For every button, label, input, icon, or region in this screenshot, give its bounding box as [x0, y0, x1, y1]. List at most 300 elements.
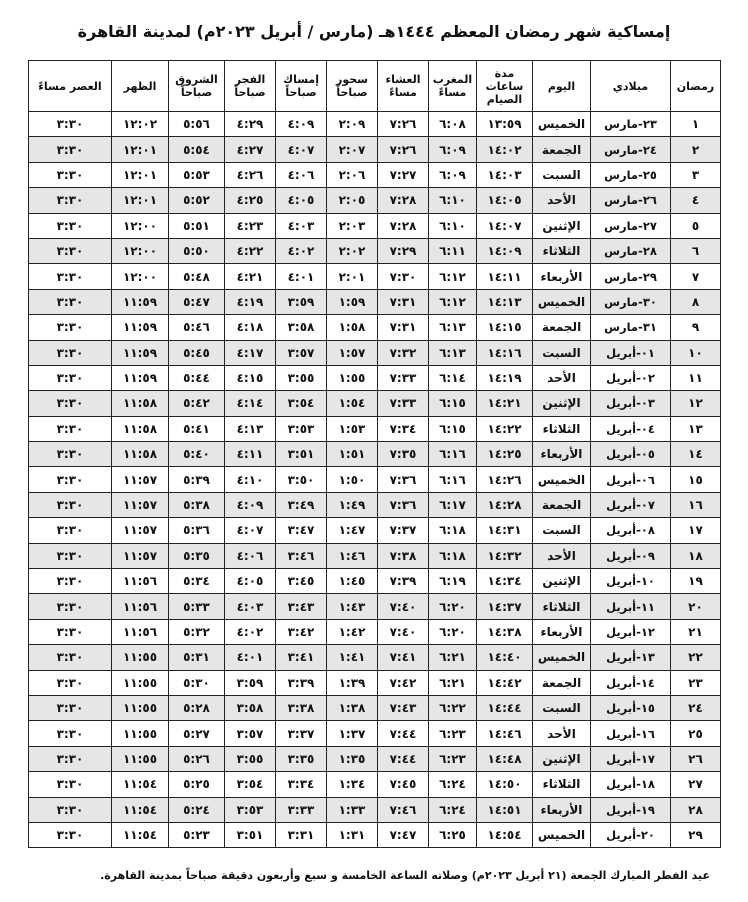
fajr-time-cell: ٤:٠٦ — [225, 543, 276, 568]
isha-time-cell: ٧:٤٣ — [378, 695, 429, 720]
ramadan-day-cell: ٢٣ — [671, 670, 721, 695]
fasting-hours-cell: ١٤:٠٩ — [477, 238, 533, 263]
dhuhr-time-cell: ١١:٥٦ — [112, 569, 169, 594]
dhuhr-time-cell: ١١:٥٤ — [112, 797, 169, 822]
gregorian-date-cell: ١٣-أبريل — [591, 645, 671, 670]
suhoor-time-cell: ١:٣٧ — [327, 721, 378, 746]
imsakiya-table — [28, 60, 721, 848]
suhoor-time-cell: ١:٣٣ — [327, 797, 378, 822]
imsak-time-cell: ٣:٥٨ — [276, 315, 327, 340]
dhuhr-time-cell: ١١:٥٤ — [112, 772, 169, 797]
gregorian-date-cell: ٢٤-مارس — [591, 137, 671, 162]
table-row — [29, 416, 721, 441]
isha-time-cell: ٧:٣٩ — [378, 569, 429, 594]
shurooq-time-cell: ٥:٣٩ — [169, 467, 225, 492]
suhoor-time-cell: ٢:٠٢ — [327, 238, 378, 263]
ramadan-day-cell: ١١ — [671, 365, 721, 390]
dhuhr-time-cell: ١١:٥٥ — [112, 645, 169, 670]
table-row — [29, 340, 721, 365]
imsak-time-cell: ٣:٣١ — [276, 822, 327, 847]
asr-time-cell: ٣:٣٠ — [29, 670, 112, 695]
shurooq-time-cell: ٥:٥٦ — [169, 112, 225, 137]
maghrib-time-cell: ٦:١٩ — [429, 569, 477, 594]
weekday-cell: الإثنين — [533, 746, 591, 771]
table-row — [29, 518, 721, 543]
fasting-hours-cell: ١٤:٢٨ — [477, 492, 533, 517]
ramadan-day-cell: ١٤ — [671, 442, 721, 467]
maghrib-time-cell: ٦:١٣ — [429, 340, 477, 365]
shurooq-time-cell: ٥:٣٠ — [169, 670, 225, 695]
fasting-hours-cell: ١٤:٥١ — [477, 797, 533, 822]
weekday-cell: الخميس — [533, 467, 591, 492]
maghrib-time-cell: ٦:١٦ — [429, 442, 477, 467]
fasting-hours-cell: ١٤:١١ — [477, 264, 533, 289]
shurooq-time-cell: ٥:٤٨ — [169, 264, 225, 289]
weekday-cell: الخميس — [533, 289, 591, 314]
gregorian-date-cell: ١٤-أبريل — [591, 670, 671, 695]
maghrib-time-cell: ٦:١٦ — [429, 467, 477, 492]
table-row — [29, 213, 721, 238]
table-row — [29, 238, 721, 263]
ramadan-day-cell: ٢٠ — [671, 594, 721, 619]
asr-time-cell: ٣:٣٠ — [29, 746, 112, 771]
imsak-time-cell: ٣:٣٤ — [276, 772, 327, 797]
gregorian-date-cell: ١٨-أبريل — [591, 772, 671, 797]
ramadan-day-cell: ١٥ — [671, 467, 721, 492]
ramadan-day-cell: ١٢ — [671, 391, 721, 416]
gregorian-date-cell: ١٧-أبريل — [591, 746, 671, 771]
maghrib-time-cell: ٦:١٢ — [429, 264, 477, 289]
imsak-time-cell: ٣:٣٣ — [276, 797, 327, 822]
fasting-hours-cell: ١٤:٤٦ — [477, 721, 533, 746]
asr-time-cell: ٣:٣٠ — [29, 238, 112, 263]
imsak-time-cell: ٣:٥٧ — [276, 340, 327, 365]
fajr-time-cell: ٤:١٠ — [225, 467, 276, 492]
weekday-cell: الأربعاء — [533, 264, 591, 289]
asr-time-cell: ٣:٣٠ — [29, 137, 112, 162]
col-header-isha: العشاء مساءً — [378, 61, 429, 112]
gregorian-date-cell: ١٩-أبريل — [591, 797, 671, 822]
dhuhr-time-cell: ١١:٥٨ — [112, 416, 169, 441]
dhuhr-time-cell: ١١:٥٥ — [112, 721, 169, 746]
dhuhr-time-cell: ١١:٥٥ — [112, 695, 169, 720]
suhoor-time-cell: ١:٣٤ — [327, 772, 378, 797]
gregorian-date-cell: ٢٣-مارس — [591, 112, 671, 137]
suhoor-time-cell: ٢:٠٣ — [327, 213, 378, 238]
fasting-hours-cell: ١٤:٣٢ — [477, 543, 533, 568]
fasting-hours-cell: ١٤:٣٨ — [477, 619, 533, 644]
shurooq-time-cell: ٥:٤٤ — [169, 365, 225, 390]
table-row — [29, 746, 721, 771]
isha-time-cell: ٧:٤٥ — [378, 772, 429, 797]
ramadan-day-cell: ١٣ — [671, 416, 721, 441]
suhoor-time-cell: ١:٤٢ — [327, 619, 378, 644]
suhoor-time-cell: ٢:٠٩ — [327, 112, 378, 137]
fajr-time-cell: ٤:٢٥ — [225, 188, 276, 213]
weekday-cell: الجمعة — [533, 492, 591, 517]
maghrib-time-cell: ٦:١٢ — [429, 289, 477, 314]
fasting-hours-cell: ١٣:٥٩ — [477, 112, 533, 137]
ramadan-day-cell: ٢٧ — [671, 772, 721, 797]
fasting-hours-cell: ١٤:١٦ — [477, 340, 533, 365]
fajr-time-cell: ٤:١٣ — [225, 416, 276, 441]
gregorian-date-cell: ١١-أبريل — [591, 594, 671, 619]
weekday-cell: الجمعة — [533, 670, 591, 695]
imsak-time-cell: ٣:٣٥ — [276, 746, 327, 771]
maghrib-time-cell: ٦:٠٩ — [429, 162, 477, 187]
table-row — [29, 467, 721, 492]
asr-time-cell: ٣:٣٠ — [29, 543, 112, 568]
shurooq-time-cell: ٥:٤٠ — [169, 442, 225, 467]
weekday-cell: الإثنين — [533, 569, 591, 594]
asr-time-cell: ٣:٣٠ — [29, 594, 112, 619]
fajr-time-cell: ٤:١٨ — [225, 315, 276, 340]
isha-time-cell: ٧:٣٦ — [378, 467, 429, 492]
table-row — [29, 391, 721, 416]
table-row — [29, 619, 721, 644]
fajr-time-cell: ٣:٥١ — [225, 822, 276, 847]
table-row — [29, 721, 721, 746]
asr-time-cell: ٣:٣٠ — [29, 365, 112, 390]
header-row — [29, 61, 721, 112]
shurooq-time-cell: ٥:٣٦ — [169, 518, 225, 543]
ramadan-day-cell: ٢١ — [671, 619, 721, 644]
table-row — [29, 315, 721, 340]
fajr-time-cell: ٣:٥٩ — [225, 670, 276, 695]
suhoor-time-cell: ٢:٠٧ — [327, 137, 378, 162]
fajr-time-cell: ٤:٢١ — [225, 264, 276, 289]
gregorian-date-cell: ٠٢-أبريل — [591, 365, 671, 390]
table-row — [29, 188, 721, 213]
dhuhr-time-cell: ١٢:٠٠ — [112, 264, 169, 289]
fasting-hours-cell: ١٤:٥٤ — [477, 822, 533, 847]
ramadan-day-cell: ٤ — [671, 188, 721, 213]
fajr-time-cell: ٤:٠١ — [225, 645, 276, 670]
col-header-day: اليوم — [533, 61, 591, 112]
maghrib-time-cell: ٦:٢٤ — [429, 797, 477, 822]
fasting-hours-cell: ١٤:٥٠ — [477, 772, 533, 797]
shurooq-time-cell: ٥:٤٧ — [169, 289, 225, 314]
weekday-cell: الإثنين — [533, 391, 591, 416]
suhoor-time-cell: ١:٤٦ — [327, 543, 378, 568]
ramadan-day-cell: ٢٤ — [671, 695, 721, 720]
isha-time-cell: ٧:٤٠ — [378, 619, 429, 644]
gregorian-date-cell: ١٠-أبريل — [591, 569, 671, 594]
imsak-time-cell: ٤:٠١ — [276, 264, 327, 289]
table-row — [29, 695, 721, 720]
shurooq-time-cell: ٥:٣٥ — [169, 543, 225, 568]
maghrib-time-cell: ٦:١٠ — [429, 213, 477, 238]
imsak-time-cell: ٣:٥١ — [276, 442, 327, 467]
asr-time-cell: ٣:٣٠ — [29, 721, 112, 746]
maghrib-time-cell: ٦:٢٣ — [429, 746, 477, 771]
shurooq-time-cell: ٥:٥٣ — [169, 162, 225, 187]
asr-time-cell: ٣:٣٠ — [29, 695, 112, 720]
asr-time-cell: ٣:٣٠ — [29, 797, 112, 822]
col-header-shurooq: الشروق صباحاً — [169, 61, 225, 112]
col-header-suhoor: سحور صباحاً — [327, 61, 378, 112]
eid-note: عيد الفطر المبارك الجمعة (٢١ أبريل ٢٠٢٣م) وصلاته الساعة الخامسة و سبع وأربعون دقيقة صباحاً بمدينة القاهرة. — [100, 869, 710, 882]
dhuhr-time-cell: ١٢:٠١ — [112, 162, 169, 187]
dhuhr-time-cell: ١٢:٠٠ — [112, 238, 169, 263]
fajr-time-cell: ٤:٢٢ — [225, 238, 276, 263]
isha-time-cell: ٧:٤٠ — [378, 594, 429, 619]
shurooq-time-cell: ٥:٤٦ — [169, 315, 225, 340]
table-row — [29, 442, 721, 467]
maghrib-time-cell: ٦:٠٩ — [429, 137, 477, 162]
weekday-cell: السبت — [533, 340, 591, 365]
shurooq-time-cell: ٥:٥٤ — [169, 137, 225, 162]
page-title: إمساكية شهر رمضان المعظم ١٤٤٤هـ (مارس / أبريل ٢٠٢٣م) لمدينة القاهرة — [77, 22, 671, 41]
isha-time-cell: ٧:٣٣ — [378, 391, 429, 416]
isha-time-cell: ٧:٣١ — [378, 315, 429, 340]
table-row — [29, 797, 721, 822]
gregorian-date-cell: ١٦-أبريل — [591, 721, 671, 746]
gregorian-date-cell: ٢٩-مارس — [591, 264, 671, 289]
fasting-hours-cell: ١٤:١٣ — [477, 289, 533, 314]
fasting-hours-cell: ١٤:٤٢ — [477, 670, 533, 695]
fajr-time-cell: ٣:٥٨ — [225, 695, 276, 720]
dhuhr-time-cell: ١١:٥٥ — [112, 670, 169, 695]
isha-time-cell: ٧:٣٣ — [378, 365, 429, 390]
maghrib-time-cell: ٦:٢٢ — [429, 695, 477, 720]
imsak-time-cell: ٣:٥٠ — [276, 467, 327, 492]
fasting-hours-cell: ١٤:٣٧ — [477, 594, 533, 619]
fajr-time-cell: ٤:٢٦ — [225, 162, 276, 187]
imsak-time-cell: ٤:٠٩ — [276, 112, 327, 137]
ramadan-day-cell: ٢ — [671, 137, 721, 162]
weekday-cell: الأربعاء — [533, 797, 591, 822]
dhuhr-time-cell: ١١:٥٩ — [112, 289, 169, 314]
weekday-cell: الأحد — [533, 188, 591, 213]
imsak-time-cell: ٣:٣٧ — [276, 721, 327, 746]
weekday-cell: السبت — [533, 695, 591, 720]
isha-time-cell: ٧:٣١ — [378, 289, 429, 314]
isha-time-cell: ٧:٣٥ — [378, 442, 429, 467]
weekday-cell: السبت — [533, 162, 591, 187]
isha-time-cell: ٧:٣٤ — [378, 416, 429, 441]
dhuhr-time-cell: ١١:٥٦ — [112, 594, 169, 619]
dhuhr-time-cell: ١١:٥٧ — [112, 467, 169, 492]
dhuhr-time-cell: ١١:٥٩ — [112, 365, 169, 390]
maghrib-time-cell: ٦:٢٠ — [429, 619, 477, 644]
table-row — [29, 594, 721, 619]
dhuhr-time-cell: ١٢:٠١ — [112, 137, 169, 162]
maghrib-time-cell: ٦:١١ — [429, 238, 477, 263]
fajr-time-cell: ٤:٠٣ — [225, 594, 276, 619]
maghrib-time-cell: ٦:٢١ — [429, 670, 477, 695]
isha-time-cell: ٧:٢٨ — [378, 213, 429, 238]
imsak-time-cell: ٣:٤٧ — [276, 518, 327, 543]
fajr-time-cell: ٤:٠٢ — [225, 619, 276, 644]
ramadan-day-cell: ٥ — [671, 213, 721, 238]
col-header-asr: العصر مساءً — [29, 61, 112, 112]
fasting-hours-cell: ١٤:٤٨ — [477, 746, 533, 771]
fasting-hours-cell: ١٤:٣٤ — [477, 569, 533, 594]
dhuhr-time-cell: ١١:٥٦ — [112, 619, 169, 644]
asr-time-cell: ٣:٣٠ — [29, 264, 112, 289]
weekday-cell: الأحد — [533, 721, 591, 746]
gregorian-date-cell: ٣٠-مارس — [591, 289, 671, 314]
fasting-hours-cell: ١٤:١٩ — [477, 365, 533, 390]
fajr-time-cell: ٣:٥٥ — [225, 746, 276, 771]
ramadan-day-cell: ٢٥ — [671, 721, 721, 746]
isha-time-cell: ٧:٢٦ — [378, 137, 429, 162]
col-header-gregorian: ميلادي — [591, 61, 671, 112]
gregorian-date-cell: ١٢-أبريل — [591, 619, 671, 644]
dhuhr-time-cell: ١٢:٠٢ — [112, 112, 169, 137]
suhoor-time-cell: ١:٣٨ — [327, 695, 378, 720]
ramadan-day-cell: ٧ — [671, 264, 721, 289]
fasting-hours-cell: ١٤:١٥ — [477, 315, 533, 340]
imsak-time-cell: ٣:٥٣ — [276, 416, 327, 441]
ramadan-day-cell: ١٩ — [671, 569, 721, 594]
isha-time-cell: ٧:٢٦ — [378, 112, 429, 137]
fasting-hours-cell: ١٤:٣١ — [477, 518, 533, 543]
asr-time-cell: ٣:٣٠ — [29, 442, 112, 467]
gregorian-date-cell: ٠٣-أبريل — [591, 391, 671, 416]
asr-time-cell: ٣:٣٠ — [29, 162, 112, 187]
asr-time-cell: ٣:٣٠ — [29, 213, 112, 238]
weekday-cell: الخميس — [533, 822, 591, 847]
fasting-hours-cell: ١٤:٠٥ — [477, 188, 533, 213]
fasting-hours-cell: ١٤:٢٢ — [477, 416, 533, 441]
fasting-hours-cell: ١٤:٠٧ — [477, 213, 533, 238]
shurooq-time-cell: ٥:٢٥ — [169, 772, 225, 797]
isha-time-cell: ٧:٣٠ — [378, 264, 429, 289]
weekday-cell: الأحد — [533, 365, 591, 390]
asr-time-cell: ٣:٣٠ — [29, 289, 112, 314]
table-row — [29, 772, 721, 797]
maghrib-time-cell: ٦:١٣ — [429, 315, 477, 340]
suhoor-time-cell: ١:٤١ — [327, 645, 378, 670]
asr-time-cell: ٣:٣٠ — [29, 619, 112, 644]
dhuhr-time-cell: ١١:٥٩ — [112, 315, 169, 340]
suhoor-time-cell: ٢:٠٦ — [327, 162, 378, 187]
suhoor-time-cell: ١:٤٩ — [327, 492, 378, 517]
ramadan-day-cell: ١٦ — [671, 492, 721, 517]
imsak-time-cell: ٣:٤٢ — [276, 619, 327, 644]
suhoor-time-cell: ١:٤٥ — [327, 569, 378, 594]
asr-time-cell: ٣:٣٠ — [29, 416, 112, 441]
dhuhr-time-cell: ١١:٥٥ — [112, 746, 169, 771]
table-row — [29, 822, 721, 847]
table-row — [29, 289, 721, 314]
shurooq-time-cell: ٥:٣٤ — [169, 569, 225, 594]
suhoor-time-cell: ١:٥٠ — [327, 467, 378, 492]
weekday-cell: الخميس — [533, 112, 591, 137]
imsak-time-cell: ٣:٤٩ — [276, 492, 327, 517]
asr-time-cell: ٣:٣٠ — [29, 315, 112, 340]
asr-time-cell: ٣:٣٠ — [29, 645, 112, 670]
maghrib-time-cell: ٦:٢١ — [429, 645, 477, 670]
asr-time-cell: ٣:٣٠ — [29, 340, 112, 365]
asr-time-cell: ٣:٣٠ — [29, 518, 112, 543]
fasting-hours-cell: ١٤:٢٥ — [477, 442, 533, 467]
imsak-time-cell: ٤:٠٧ — [276, 137, 327, 162]
table-row — [29, 162, 721, 187]
asr-time-cell: ٣:٣٠ — [29, 569, 112, 594]
suhoor-time-cell: ١:٥٩ — [327, 289, 378, 314]
imsak-time-cell: ٤:٠٣ — [276, 213, 327, 238]
shurooq-time-cell: ٥:٢٧ — [169, 721, 225, 746]
gregorian-date-cell: ٢٠-أبريل — [591, 822, 671, 847]
isha-time-cell: ٧:٣٦ — [378, 492, 429, 517]
table-row — [29, 670, 721, 695]
fasting-hours-cell: ١٤:٤٠ — [477, 645, 533, 670]
weekday-cell: الثلاثاء — [533, 594, 591, 619]
ramadan-day-cell: ١ — [671, 112, 721, 137]
asr-time-cell: ٣:٣٠ — [29, 772, 112, 797]
suhoor-time-cell: ١:٣١ — [327, 822, 378, 847]
dhuhr-time-cell: ١١:٥٨ — [112, 391, 169, 416]
fajr-time-cell: ٣:٥٣ — [225, 797, 276, 822]
gregorian-date-cell: ٠٦-أبريل — [591, 467, 671, 492]
fajr-time-cell: ٤:١١ — [225, 442, 276, 467]
gregorian-date-cell: ٠٨-أبريل — [591, 518, 671, 543]
weekday-cell: الثلاثاء — [533, 416, 591, 441]
dhuhr-time-cell: ١١:٥٧ — [112, 492, 169, 517]
gregorian-date-cell: ١٥-أبريل — [591, 695, 671, 720]
suhoor-time-cell: ١:٥٧ — [327, 340, 378, 365]
isha-time-cell: ٧:٣٨ — [378, 543, 429, 568]
ramadan-day-cell: ٨ — [671, 289, 721, 314]
shurooq-time-cell: ٥:٢٣ — [169, 822, 225, 847]
suhoor-time-cell: ١:٥٤ — [327, 391, 378, 416]
maghrib-time-cell: ٦:١٥ — [429, 391, 477, 416]
shurooq-time-cell: ٥:٤١ — [169, 416, 225, 441]
imsak-time-cell: ٣:٥٥ — [276, 365, 327, 390]
shurooq-time-cell: ٥:٣٣ — [169, 594, 225, 619]
weekday-cell: الأربعاء — [533, 442, 591, 467]
fasting-hours-cell: ١٤:٢٦ — [477, 467, 533, 492]
suhoor-time-cell: ١:٣٥ — [327, 746, 378, 771]
isha-time-cell: ٧:٢٨ — [378, 188, 429, 213]
isha-time-cell: ٧:٤١ — [378, 645, 429, 670]
gregorian-date-cell: ٠٧-أبريل — [591, 492, 671, 517]
gregorian-date-cell: ٢٥-مارس — [591, 162, 671, 187]
suhoor-time-cell: ٢:٠١ — [327, 264, 378, 289]
maghrib-time-cell: ٦:١٨ — [429, 543, 477, 568]
isha-time-cell: ٧:٤٦ — [378, 797, 429, 822]
shurooq-time-cell: ٥:٤٢ — [169, 391, 225, 416]
isha-time-cell: ٧:٤٤ — [378, 746, 429, 771]
fajr-time-cell: ٤:٢٧ — [225, 137, 276, 162]
col-header-dhuhr: الظهر — [112, 61, 169, 112]
weekday-cell: الثلاثاء — [533, 772, 591, 797]
table-row — [29, 365, 721, 390]
imsak-time-cell: ٣:٤٣ — [276, 594, 327, 619]
col-header-imsak: إمساك صباحاً — [276, 61, 327, 112]
suhoor-time-cell: ١:٥٨ — [327, 315, 378, 340]
shurooq-time-cell: ٥:٣١ — [169, 645, 225, 670]
weekday-cell: الأربعاء — [533, 619, 591, 644]
weekday-cell: الجمعة — [533, 137, 591, 162]
dhuhr-time-cell: ١٢:٠١ — [112, 188, 169, 213]
isha-time-cell: ٧:٤٤ — [378, 721, 429, 746]
ramadan-day-cell: ٩ — [671, 315, 721, 340]
ramadan-day-cell: ٦ — [671, 238, 721, 263]
ramadan-day-cell: ٢٢ — [671, 645, 721, 670]
dhuhr-time-cell: ١١:٥٩ — [112, 340, 169, 365]
gregorian-date-cell: ٠١-أبريل — [591, 340, 671, 365]
maghrib-time-cell: ٦:٢٠ — [429, 594, 477, 619]
table-row — [29, 569, 721, 594]
gregorian-date-cell: ٣١-مارس — [591, 315, 671, 340]
fajr-time-cell: ٤:٠٧ — [225, 518, 276, 543]
weekday-cell: الثلاثاء — [533, 238, 591, 263]
maghrib-time-cell: ٦:١٥ — [429, 416, 477, 441]
